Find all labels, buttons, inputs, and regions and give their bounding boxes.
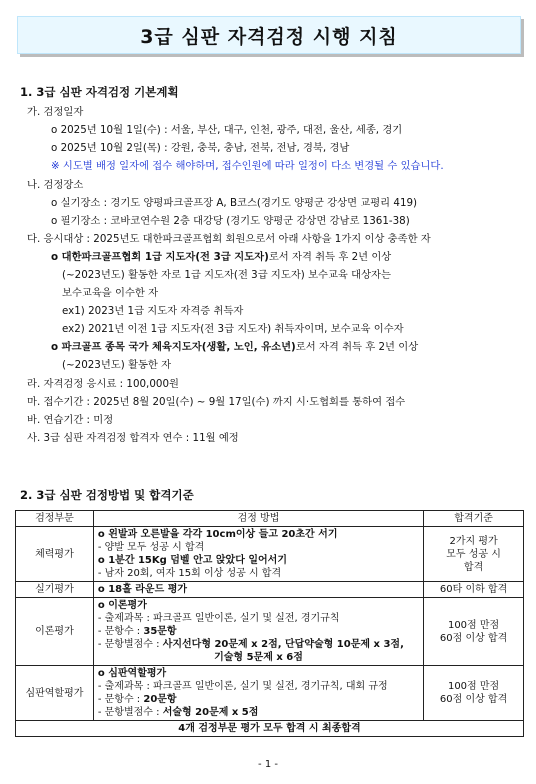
table-row-final: [16, 721, 524, 737]
table-header-row: [16, 511, 524, 527]
cell-category: 실기평가: [16, 582, 94, 598]
cell-method: o 18홀 라운드 평가: [93, 582, 423, 598]
cell-category: 체력평가: [16, 527, 94, 582]
item-ga2: o 2025년 10월 2일(목) : 강원, 충북, 충남, 전북, 전남, 경북, 경남: [51, 142, 350, 154]
method-line: o 심판역할평가: [97, 668, 167, 679]
item-da1-ex2: ex2) 2021년 이전 1급 지도자(전 3급 지도자) 취득자이며, 보수교육 이수자: [62, 323, 404, 335]
item-da2-rest: 로서 자격 취득 후 2년 이상: [295, 341, 419, 353]
page-title: 3급 심판 자격검정 시행 지침: [140, 25, 398, 48]
table-row-fitness: [16, 527, 524, 582]
method-line: o 이론평가: [97, 600, 147, 611]
item-na: 나. 검정장소: [27, 179, 84, 191]
method-line: [98, 693, 419, 706]
criteria-line: 60점 이상 합격: [439, 632, 508, 644]
header-category: 검정부문: [16, 511, 94, 527]
header-method: 검정 방법: [93, 511, 423, 527]
method-line: [98, 625, 419, 638]
method-value: 서술형 20문제 x 5점: [162, 707, 259, 718]
cell-category: 심판역할평가: [16, 666, 94, 721]
cell-method: [93, 598, 423, 666]
table-row-practical: [16, 582, 524, 598]
final-pass-note: 4개 검정부문 평가 모두 합격 시 최종합격: [16, 721, 524, 737]
criteria-line: 60점 이상 합격: [439, 694, 508, 705]
item-da1-ex1: ex1) 2023년 1급 지도자 자격증 취득자: [62, 305, 244, 317]
item-ba: 바. 연습기간 : 미정: [27, 414, 114, 426]
item-da2: [51, 340, 418, 354]
method-line: [98, 638, 419, 651]
cell-criteria: [424, 598, 524, 666]
criteria-line: 합격: [463, 561, 484, 573]
table-row-referee: [16, 666, 524, 721]
method-line: - 출제과목 : 파크골프 일반이론, 실기 및 실전, 경기규칙, 대회 규정: [97, 681, 388, 692]
method-line: o 1분간 15Kg 덤벨 안고 앉았다 일어서기: [97, 555, 287, 566]
cell-method: [93, 666, 423, 721]
criteria-line: 100점 만점: [447, 681, 500, 692]
item-da: 다. 응시대상 : 2025년도 대한파크골프협회 회원으로서 아래 사항을 1가지 이상 충족한 자: [27, 233, 431, 245]
title-banner: [17, 16, 521, 54]
method-value: 35문항: [143, 626, 177, 637]
item-ma: 마. 접수기간 : 2025년 8월 20일(수) ~ 9월 17일(수) 까지 시·도협회를 통하여 접수: [27, 396, 406, 408]
cell-criteria: 60타 이하 합격: [424, 582, 524, 598]
method-line: [98, 706, 419, 719]
item-da1-bold: o 대한파크골프협회 1급 지도자(전 3급 지도자): [51, 251, 269, 263]
item-ga: 가. 검정일자: [27, 106, 84, 118]
item-ra: 라. 자격검정 응시료 : 100,000원: [27, 378, 179, 390]
header-criteria: 합격기준: [424, 511, 524, 527]
cell-criteria: [424, 527, 524, 582]
criteria-line: 100점 만점: [447, 619, 500, 631]
section2-heading: 2. 3급 심판 검정방법 및 합격기준: [20, 488, 194, 502]
item-da1: [51, 250, 391, 264]
method-line: - 출제과목 : 파크골프 일반이론, 실기 및 실전, 경기규칙: [97, 613, 340, 624]
item-da1-l3: 보수교육을 이수한 자: [62, 287, 159, 299]
criteria-line: 모두 성공 시: [446, 548, 501, 560]
cell-criteria: [424, 666, 524, 721]
table-row-theory: [16, 598, 524, 666]
item-ga1: o 2025년 10월 1일(수) : 서울, 부산, 대구, 인천, 광주, 대전, 울산, 세종, 경기: [51, 124, 403, 136]
item-na1: o 실기장소 : 경기도 양평파크골프장 A, B코스(경기도 양평군 강상면 교평리 419): [51, 197, 418, 209]
item-da1-l2: (~2023년도) 활동한 자로 1급 지도자(전 3급 지도자) 보수교육 대상자는: [62, 269, 391, 281]
method-label: - 문항수 :: [97, 694, 144, 705]
item-da2-l2: (~2023년도) 활동한 자: [62, 359, 172, 371]
method-label: - 문항별점수 :: [97, 707, 163, 718]
method-value: 20문항: [143, 694, 177, 705]
method-value: 사지선다형 20문제 x 2점, 단답약술형 10문제 x 3점,: [162, 639, 404, 650]
item-da1-rest: 로서 자격 취득 후 2년 이상: [268, 251, 392, 263]
item-da2-bold: o 파크골프 종목 국가 체육지도자(생활, 노인, 유소년): [51, 341, 296, 353]
method-line: - 남자 20회, 여자 15회 이상 성공 시 합격: [97, 568, 282, 579]
method-label: - 문항별점수 :: [97, 639, 163, 650]
section1-heading: 1. 3급 심판 자격검정 기본계획: [20, 85, 179, 99]
method-label: - 문항수 :: [97, 626, 144, 637]
criteria-line: 2가지 평가: [449, 535, 498, 547]
item-ga-note: ※ 시도별 배정 일자에 접수 해야하며, 접수인원에 따라 일정이 다소 변경될 수 있습니다.: [51, 160, 444, 172]
item-na2: o 필기장소 : 코바코연수원 2층 대강당 (경기도 양평군 강상면 강남로 1361-38): [51, 215, 410, 227]
method-line: - 양발 모두 성공 시 합격: [97, 542, 205, 553]
cell-category: 이론평가: [16, 598, 94, 666]
method-line: o 왼발과 오른발을 각각 10cm이상 들고 20초간 서기: [97, 529, 338, 540]
cell-method: [93, 527, 423, 582]
item-sa: 사. 3급 심판 자격검정 합격자 연수 : 11월 예정: [27, 432, 239, 444]
method-line: 기술형 5문제 x 6점: [214, 652, 303, 663]
page-number: - 1 -: [258, 759, 278, 770]
exam-criteria-table: [15, 510, 524, 737]
